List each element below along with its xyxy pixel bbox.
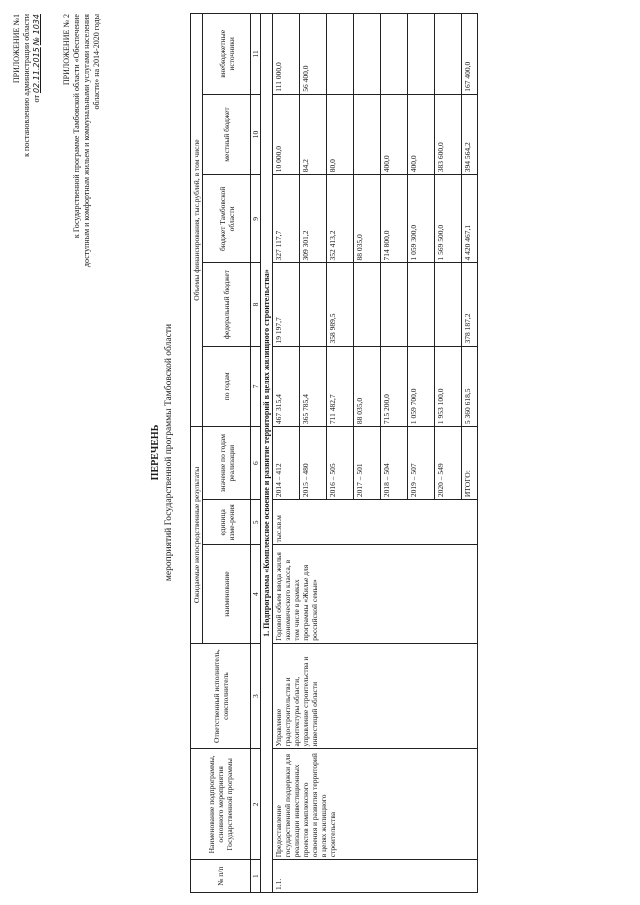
col-fin-loc-header: местный бюджет <box>203 94 251 175</box>
colnum: 3 <box>251 643 261 749</box>
year-value: 2017 – 501 <box>354 427 381 500</box>
extrabudgetary: 111 000,0 <box>273 14 300 95</box>
local-budget: 84,2 <box>300 94 327 175</box>
year-total: 1 953 100,0 <box>435 346 462 427</box>
year-value: 2014 – 412 <box>273 427 300 500</box>
colnum: 4 <box>251 545 261 643</box>
measures-table <box>190 13 478 893</box>
year-value: 2015 – 480 <box>300 427 327 500</box>
appendix-1-line: к постановлению администрации области <box>22 14 31 157</box>
extrabudgetary <box>381 14 408 95</box>
regional-budget: 309 301,2 <box>300 175 327 263</box>
col-res-unit-header: единица изме-рения <box>203 500 251 545</box>
year-value: 2019 – 507 <box>408 427 435 500</box>
col-fin-ext-header: внебюджетные источники <box>203 14 251 95</box>
handwritten-number: № 1034 <box>32 14 41 46</box>
local-budget: 400,0 <box>381 94 408 175</box>
local-budget: 80,0 <box>327 94 354 175</box>
colnum: 8 <box>251 263 261 346</box>
year-row <box>273 14 300 893</box>
colnum: 10 <box>251 94 261 175</box>
col-fin-years-header: по годам <box>203 346 251 427</box>
year-value: 2020 – 549 <box>435 427 462 500</box>
colnum: 6 <box>251 427 261 500</box>
appendix-1 <box>12 14 42 394</box>
federal-budget: 358 989,5 <box>327 263 354 346</box>
measure-name: Предоставление государственной поддержки для реализации инвестиционных проектов комплексного освоения и развития территорий в целях жилищного строительства <box>273 749 478 860</box>
subprogram-row <box>261 14 273 893</box>
total-local: 394 564,2 <box>462 94 478 175</box>
document-title: ПЕРЕЧЕНЬ <box>150 424 161 481</box>
colnum: 2 <box>251 749 261 860</box>
regional-budget: 714 800,0 <box>381 175 408 263</box>
total-federal: 378 187,2 <box>462 263 478 346</box>
year-value: 2018 – 504 <box>381 427 408 500</box>
appendix-2: ПРИЛОЖЕНИЕ № 2 к Государственной программе Тамбовской области «Обеспечение доступным и комфортным жильем и коммунальными услугами населения области» на 2014-2020 годы <box>62 14 102 404</box>
col-no-header: № п/п <box>191 860 251 893</box>
col-res-name-header: наименование <box>203 545 251 643</box>
total-extrabudgetary: 167 400,0 <box>462 14 478 95</box>
col-finance-header: Объемы финансирования, тыс.рублей, в том числе <box>191 14 203 427</box>
year-total: 711 482,7 <box>327 346 354 427</box>
extrabudgetary <box>354 14 381 95</box>
total-regional: 4 420 467,1 <box>462 175 478 263</box>
extrabudgetary <box>327 14 354 95</box>
local-budget: 400,0 <box>408 94 435 175</box>
result-unit: тыс.кв.м <box>273 500 478 545</box>
document-subtitle: мероприятий Государственной программы Тамбовской области <box>164 323 174 582</box>
federal-budget <box>408 263 435 346</box>
total-label: ИТОГО: <box>462 427 478 500</box>
local-budget: 10 000,0 <box>273 94 300 175</box>
subprogram-title: 1. Подпрограмма «Комплексное освоение и развитие территорий в целях жилищного строительства» <box>261 14 273 893</box>
colnum: 7 <box>251 346 261 427</box>
federal-budget: 19 197,7 <box>273 263 300 346</box>
extrabudgetary <box>408 14 435 95</box>
appendix-1-date-line: от 02.11.2015 № 1034 <box>32 14 41 103</box>
extrabudgetary: 56 400,0 <box>300 14 327 95</box>
local-budget <box>354 94 381 175</box>
federal-budget <box>435 263 462 346</box>
regional-budget: 352 413,2 <box>327 175 354 263</box>
year-total: 1 059 700,0 <box>408 346 435 427</box>
col-res-value-header: значение по годам реализации <box>203 427 251 500</box>
executor: Управление градостроительства и архитектуры области, управление строительства и инвестиций области <box>273 643 478 749</box>
year-total: 715 200,0 <box>381 346 408 427</box>
federal-budget <box>354 263 381 346</box>
row-number: 1.1. <box>273 860 478 893</box>
colnum: 1 <box>251 860 261 893</box>
local-budget: 383 600,0 <box>435 94 462 175</box>
handwritten-date: 02.11.2015 <box>32 47 41 94</box>
regional-budget: 88 035,0 <box>354 175 381 263</box>
federal-budget <box>300 263 327 346</box>
total-sum: 5 360 618,5 <box>462 346 478 427</box>
extrabudgetary <box>435 14 462 95</box>
year-total: 365 785,4 <box>300 346 327 427</box>
regional-budget: 327 117,7 <box>273 175 300 263</box>
year-value: 2016 – 505 <box>327 427 354 500</box>
col-exec-header: Ответственный исполнитель, соисполнитель <box>191 643 251 749</box>
col-name-header: Наименование подпрограммы, основного мероприятия Государственной программы <box>191 749 251 860</box>
col-results-header: Ожидаемые непосредственные результаты <box>191 427 203 644</box>
year-total: 467 315,4 <box>273 346 300 427</box>
regional-budget: 1 569 500,0 <box>435 175 462 263</box>
regional-budget: 1 059 300,0 <box>408 175 435 263</box>
result-name: Годовой объем ввода жилья экономического класса, в том числе в рамках программы «Жилье для российской семьи» <box>273 545 478 643</box>
year-total: 88 035,0 <box>354 346 381 427</box>
colnum: 5 <box>251 500 261 545</box>
colnum: 11 <box>251 14 261 95</box>
federal-budget <box>381 263 408 346</box>
column-number-row <box>251 14 261 893</box>
colnum: 9 <box>251 175 261 263</box>
appendix-1-title: ПРИЛОЖЕНИЕ №1 <box>12 14 21 84</box>
appendix-2-title: ПРИЛОЖЕНИЕ № 2 <box>62 14 71 86</box>
col-fin-fed-header: федеральный бюджет <box>203 263 251 346</box>
col-fin-reg-header: бюджет Тамбовской области <box>203 175 251 263</box>
